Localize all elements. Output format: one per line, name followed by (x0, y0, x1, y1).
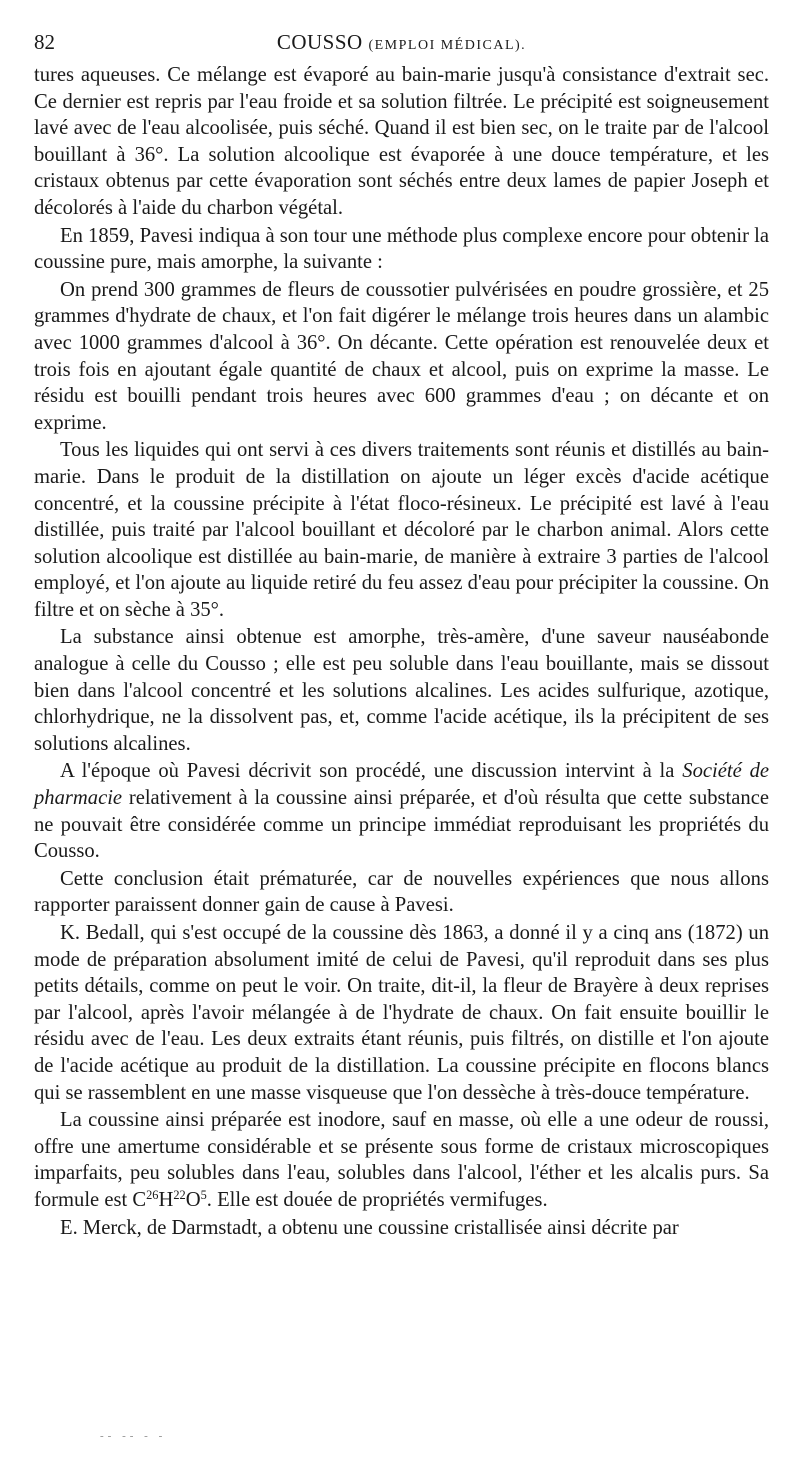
formula-hydrogen: H (158, 1188, 174, 1211)
paragraph-4: Tous les liquides qui ont servi à ces divers traitements sont réunis et distillés au bain-marie. Dans le produit de la distillation on ajoute un léger excès d'acide acétique concentré, et la coussine précipite à l'état floco-résineux. Le précipité est lavé à l'eau distillée, puis traité par l'alcool bouillant et décoloré par le charbon animal. Alors cette solution alcoolique est distillée au bain-marie, de manière à extraire 3 parties de l'alcool employé, et l'on ajoute au liquide retiré du feu assez d'eau pour précipiter la coussine. On filtre et on sèche à 35°. (34, 439, 769, 621)
paragraph-9 (34, 1107, 769, 1213)
paragraph-9-text-b: . Elle est douée de propriétés vermifuges. (206, 1188, 548, 1211)
formula-hydrogen-count: 22 (173, 1188, 186, 1203)
paragraph-6 (34, 758, 769, 864)
running-head (34, 30, 769, 55)
paragraph-6-text-b: relativement à la coussine ainsi préparée, et d'où résulta que cette substance ne pouvait être considérée comme un principe immédiat reproduisant les propriétés du Cousso. (34, 787, 769, 863)
paragraph-8: K. Bedall, qui s'est occupé de la coussine dès 1863, a donné il y a cinq ans (1872) un mode de préparation absolument imité de celui de Pavesi, qu'il reproduit dans ses plus petits détails, comme on peut le voir. On traite, dit-il, la fleur de Brayère à deux reprises par l'alcool, après l'avoir mélangée à de l'hydrate de chaux. On fait ensuite bouillir le résidu avec de l'eau. Les deux extraits étant réunis, puis filtrés, on distille et l'on ajoute de l'acide acétique au produit de la distillation. La coussine précipite en flocons blancs qui se rassemblent en une masse visqueuse que l'on dessèche à très-douce température. (34, 922, 769, 1104)
body-text (34, 62, 769, 1241)
paragraph-2: En 1859, Pavesi indiqua à son tour une méthode plus complexe encore pour obtenir la coussine pure, mais amorphe, la suivante : (34, 224, 769, 274)
page-header (34, 30, 769, 56)
formula-oxygen-count: 5 (200, 1188, 207, 1203)
paragraph-9-text-a: La coussine ainsi préparée est inodore, sauf en masse, où elle a une odeur de roussi, offre une amertume considérable et se présente sous forme de cristaux microscopiques imparfaits, peu solubles dans l'eau, solubles dans l'alcool, l'éther et les alcalis purs. Sa formule est C (34, 1109, 769, 1211)
page-number: 82 (34, 30, 55, 54)
formula-carbon-count: 26 (146, 1188, 159, 1203)
paragraph-5: La substance ainsi obtenue est amorphe, très-amère, d'une saveur nauséabonde analogue à celle du Cousso ; elle est peu soluble dans l'eau bouillante, mais se dissout bien dans l'alcool concentré et les solutions alcalines. Les acides sulfurique, azotique, chlorhydrique, ne la dissolvent pas, et, comme l'acide acétique, ils la précipitent de ses solutions alcalines. (34, 626, 769, 755)
societe-de-pharmacie: Société de pharmacie (34, 760, 770, 810)
footer-marks: -- -- - - (100, 1430, 167, 1442)
running-head-subtitle: (EMPLOI MÉDICAL). (368, 38, 527, 53)
paragraph-10: E. Merck, de Darmstadt, a obtenu une coussine cristallisée ainsi décrite par (60, 1216, 679, 1239)
running-head-title: COUSSO (276, 30, 363, 54)
paragraph-1: tures aqueuses. Ce mélange est évaporé au bain-marie jusqu'à consistance d'extrait sec. Ce dernier est repris par l'eau froide et sa solution filtrée. Le précipité est soigneusement lavé avec de l'eau alcoolisée, puis séché. Quand il est bien sec, on le traite par de l'alcool bouillant à 36°. La solution alcoolique est évaporée à une douce température, et les cristaux obtenus par cette évaporation sont séchés entre deux lames de papier Joseph et décolorés à l'aide du charbon végétal. (34, 64, 769, 219)
paragraph-3: On prend 300 grammes de fleurs de coussotier pulvérisées en poudre grossière, et 25 grammes d'hydrate de chaux, et l'on fait digérer le mélange trois heures dans un alambic avec 1000 grammes d'alcool à 36°. On décante. Cette opération est renouvelée deux et trois fois en ajoutant égale quantité de chaux et alcool, puis on exprime la masse. Le résidu est bouilli pendant trois heures avec 600 grammes d'eau ; on décante et on exprime. (34, 278, 769, 434)
paragraph-7: Cette conclusion était prématurée, car de nouvelles expériences que nous allons rapporter paraissent donner gain de cause à Pavesi. (34, 867, 769, 917)
paragraph-6-text-a: A l'époque où Pavesi décrivit son procédé, une discussion intervint à la (60, 760, 683, 783)
formula-oxygen: O (185, 1188, 201, 1211)
